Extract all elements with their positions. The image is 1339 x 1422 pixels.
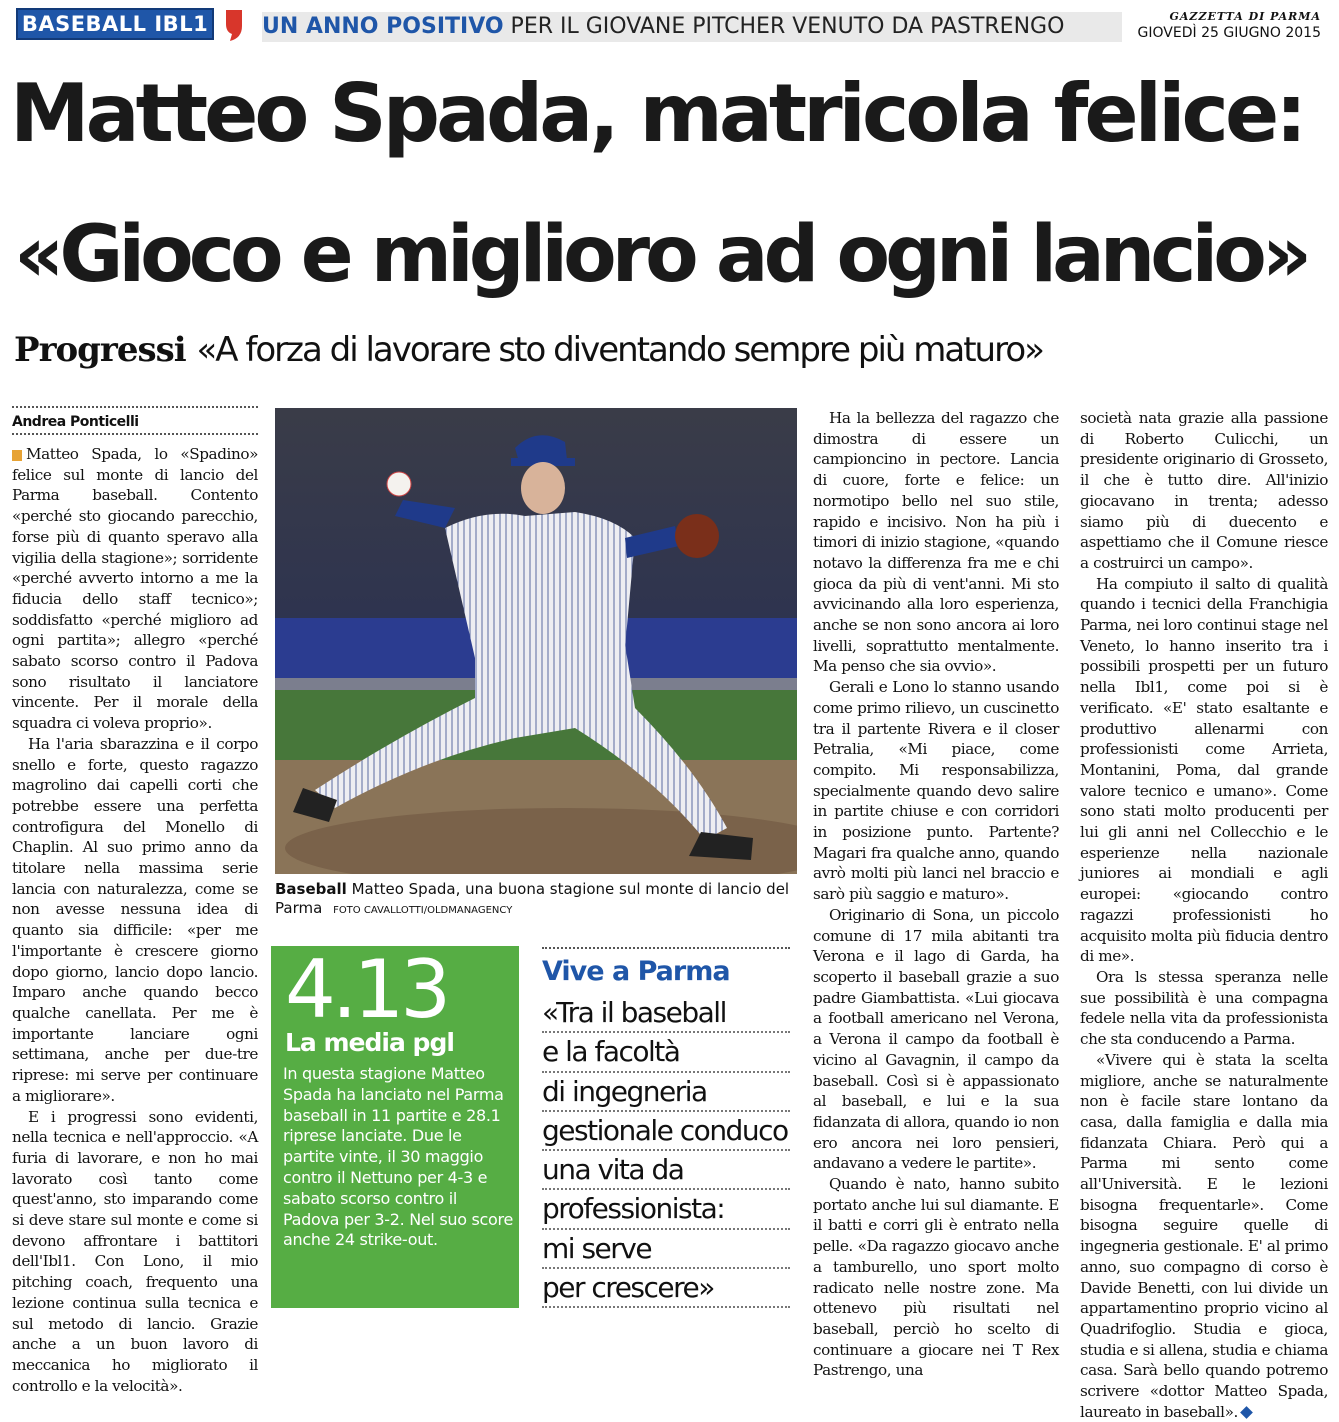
newspaper-masthead — [1121, 10, 1321, 41]
subheadline-text: «A forza di lavorare sto diventando sempre più maturo» — [196, 330, 1043, 370]
paragraph-text: «Vivere qui è stata la scelta migliore, anche se naturalmente non è facile stare lontano da casa, dalla famiglia e dalla mia fidanzata Chiara. Però qui a Parma mi sento come all'Università. E le lezioni bisogna frequentarle». Come bisogna seguire quelle di ingegneria gestionale. E' al primo anno, suo compagno di corso è Davide Benetti, con lui divide un appartamentino proprio vicino al Quadrifoglio. Studia e gioca, studia e si allena, studia e chiama casa. Sarà bello quando potremo scrivere «dottor Matteo Spada, laureato in baseball». — [1080, 1050, 1328, 1421]
kicker-line — [262, 12, 1122, 42]
photo-caption — [275, 880, 805, 920]
paragraph: Ora ls stessa speranza nelle sue possibilità è una compagna fedele nella vita da professionista che sta conducendo a Parma. — [1080, 967, 1328, 1049]
paragraph: società nata grazie alla passione di Roberto Culicchi, un presidente originario di Grosseto, il che è tutto dire. All'inizio giocavano in trenta; adesso siamo più di duecento e aspettiamo che il Comune riesce a costruirci un campo». — [1080, 409, 1328, 572]
kicker-rest: PER IL GIOVANE PITCHER VENUTO DA PASTRENGO — [510, 14, 1065, 39]
photo-credit: FOTO CAVALLOTTI/OLDMANAGENCY — [333, 905, 513, 916]
paragraph: E i progressi sono evidenti, nella tecnica e nell'approccio. «A furia di lavorare, e non ho mai lavorato così tanto come quest'anno, sto imparando come si deve stare sul monte e come si devono affrontare i battitori dell'Ibl1. Con Lono, il mio pitching coach, frequento una lezione continua sulla tecnica e sul metodo di lancio. Grazie anche a un buon lavoro di meccanica ho migliorato il controllo e la velocità». — [12, 1107, 258, 1395]
caption-text: Matteo Spada, una buona stagione sul monte di lancio del Parma — [275, 880, 790, 917]
pull-quote-line: professionista: — [542, 1190, 790, 1229]
article-column-1 — [12, 444, 258, 1396]
byline: Andrea Ponticelli — [12, 414, 139, 430]
divider — [542, 947, 790, 949]
quote-box-title: Vive a Parma — [542, 956, 730, 987]
subheadline — [14, 330, 1334, 370]
pull-quote-line: di ingegneria — [542, 1073, 790, 1112]
paragraph: Originario di Sona, un piccolo comune di 17 mila abitanti tra Verona e il lago di Garda, ha scoperto il baseball grazie a suo padre Giambattista. «Lui giocava a football americano nel Verona, a Verona il campo da football è vicino al Gavagnin, il campo da baseball. Così si è appassionato al baseball, e lui e la sua fidanzata di allora, quando io non ero ancora nei loro pensieri, andavano a vedere le partite». — [813, 905, 1059, 1173]
article-column-4 — [1080, 408, 1328, 1422]
pull-quote — [542, 994, 790, 1308]
paragraph: Ha la bellezza del ragazzo che dimostra di essere un campioncino in pectore. Lancia di cuore, forte e felice: un normotipo bello nel suo stile, rapido e incisivo. Non ha più i timori di inizio stagione, «quando notavo la differenza fra me e chi gioca da più di vent'anni. Mi sto avvicinando alla loro esperienza, anche se non sono ancora ai loro livelli, soprattutto mentalmente. Ma penso che sia ovvio». — [813, 409, 1059, 676]
stat-box — [271, 943, 519, 1308]
subheadline-kicker: Progressi — [14, 330, 186, 370]
pull-quote-line: una vita da — [542, 1151, 790, 1190]
stat-label: La media pgl — [285, 1028, 454, 1057]
stat-description: In questa stagione Matteo Spada ha lanciato nel Parma baseball in 11 partite e 28.1 riprese lanciate. Due le partite vinte, il 30 maggio contro il Nettuno per 4-3 e sabato scorso contro il Padova per 3-2. Nel suo score anche 24 strike-out. — [283, 1064, 513, 1250]
divider — [12, 406, 258, 408]
stat-value: 4.13 — [285, 943, 448, 1036]
pull-quote-line: «Tra il baseball — [542, 994, 790, 1033]
article-column-3 — [813, 408, 1059, 1381]
kicker-bold: UN ANNO POSITIVO — [262, 14, 504, 39]
headline-line-1: Matteo Spada, matricola felice: — [10, 67, 1304, 160]
divider — [12, 433, 258, 435]
pull-quote-line: gestionale conduco — [542, 1112, 790, 1151]
headline-line-2: «Gioco e miglioro ad ogni lancio» — [14, 210, 1308, 300]
paragraph — [12, 444, 258, 734]
caption-kicker: Baseball — [275, 880, 347, 898]
pull-quote-line: e la facoltà — [542, 1033, 790, 1072]
paragraph-marker-icon — [12, 450, 22, 461]
newspaper-name: GAZZETTA DI PARMA — [1169, 10, 1321, 23]
paragraph: Ha l'aria sbarazzina e il corpo snello e forte, questo ragazzo magrolino dai capelli corti che potrebbe essere una perfetta controfigura del Monello di Chaplin. Al suo primo anno da titolare nella massima serie lancia con naturalezza, come se non avesse nessuna idea di quanto sia difficile: «per me l'importante è crescere giorno dopo giorno, lancio dopo lancio. Imparo anche quando becco qualche canellata. Per me è importante lanciare ogni settimana, anche per due-tre riprese: mi serve per continuare a migliorare». — [12, 734, 258, 1105]
paragraph: Quando è nato, hanno subito portato anche lui sul diamante. E il batti e corri gli è entrato nella pelle. «Da ragazzo giocavo anche a tamburello, uno sport molto radicato nelle nostre zone. Ma ottenevo più risultati nel baseball, perciò ho scelto di continuare a giocare nei T Rex Pastrengo, una — [813, 1175, 1059, 1380]
gazzetta-comma-logo-icon — [222, 8, 246, 42]
paragraph — [1080, 1050, 1328, 1422]
paragraph: Gerali e Lono lo stanno usando come primo rilievo, un cuscinetto tra il partente Rivera e il closer Petralia, «Mi piace, come compito. Mi responsabilizza, specialmente quando devo salire in partite chiuse e con corridori in posizione punto. Partente? Magari fra qualche anno, quando avrò molti più lanci nel braccio e sarò più saggio e maturo». — [813, 678, 1059, 904]
section-tag: BASEBALL IBL1 — [16, 8, 214, 40]
pitcher-photo — [275, 408, 797, 874]
pull-quote-line: mi serve — [542, 1230, 790, 1269]
paragraph-text: Matteo Spada, lo «Spadino» felice sul monte di lancio del Parma baseball. Contento «perché sto giocando parecchio, forse più di quanto speravo alla vigilia della stagione»; sorridente «perché avverto intorno a me la fiducia dello staff tecnico»; soddisfatto «perché miglioro ad ogni partita»; allegro «perché sabato scorso contro il Padova sono risultato il lanciatore vincente. Per il morale della squadra ci voleva proprio». — [12, 445, 258, 733]
end-of-article-icon — [1240, 1406, 1253, 1419]
pull-quote-line: per crescere» — [542, 1269, 790, 1308]
paragraph: Ha compiuto il salto di qualità quando i tecnici della Franchigia Parma, nei loro continui stage nel Veneto, lo hanno inserito tra i possibili prospetti per un futuro nella Ibl1, come poi si è verificato. «E' stato esaltante e produttivo allenarmi con professionisti come Arrieta, Montanini, Poma, dal grande valore tecnico e umano». Come sono stati molto producenti per lui gli anni nel Collecchio e le esperienze nella nazionale juniores ai mondiali e agli europei: «giocando contro ragazzi professionisti ho acquisito molta più fiducia dentro di me». — [1080, 574, 1328, 966]
newspaper-date: GIOVEDÌ 25 GIUGNO 2015 — [1137, 25, 1321, 41]
